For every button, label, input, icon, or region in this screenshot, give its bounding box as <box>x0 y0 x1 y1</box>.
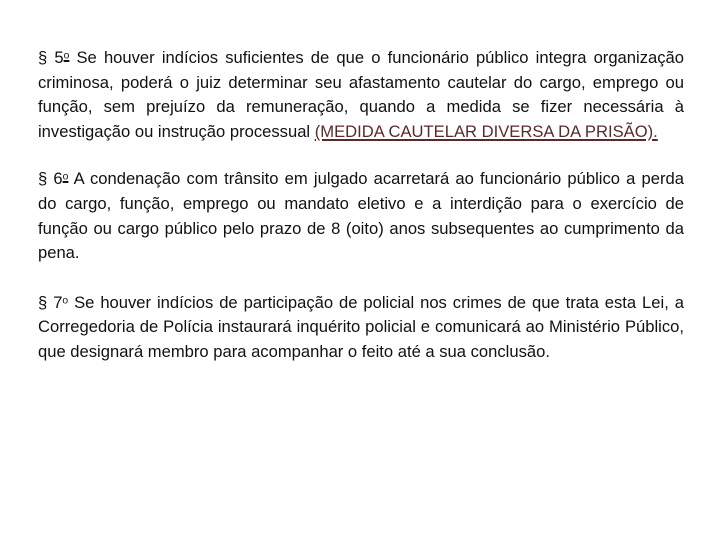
section-sign: § <box>38 48 48 67</box>
section-number: 7 <box>53 292 63 312</box>
ordinal-indicator: o <box>63 50 70 62</box>
ordinal-indicator: o <box>62 295 69 307</box>
paragraph-section-7 <box>38 291 684 365</box>
section-sign: § <box>38 169 48 189</box>
document-body <box>38 46 684 365</box>
paragraph-text: A condenação com trânsito em julgado acarretará ao funcionário público a perda do cargo, função, emprego ou mandato eletivo e a interdição para o exercício de função ou cargo público pelo prazo de 8 (oito) anos subsequentes ao cumprimento da pena. <box>38 169 684 263</box>
section-number: 5 <box>54 48 64 67</box>
section-sign: § <box>38 292 48 312</box>
emphasis-text: (MEDIDA CAUTELAR DIVERSA DA PRISÃO). <box>314 121 658 141</box>
section-number: 6 <box>53 169 63 189</box>
paragraph-section-5 <box>38 46 684 144</box>
paragraph-text: Se houver indícios suficientes de que o funcionário público integra organização criminosa, poderá o juiz determinar seu afastamento cautelar do cargo, emprego ou função, sem prejuízo da remuneração, quando a medida se fizer necessária à investigação ou instrução processual <box>38 48 684 141</box>
ordinal-indicator: o <box>62 172 69 184</box>
paragraph-text: Se houver indícios de participação de policial nos crimes de que trata esta Lei, a Corregedoria de Polícia instaurará inquérito policial e comunicará ao Ministério Público, que designará membro para acompanhar o feito até a sua conclusão. <box>38 292 684 361</box>
paragraph-section-6 <box>38 167 684 265</box>
